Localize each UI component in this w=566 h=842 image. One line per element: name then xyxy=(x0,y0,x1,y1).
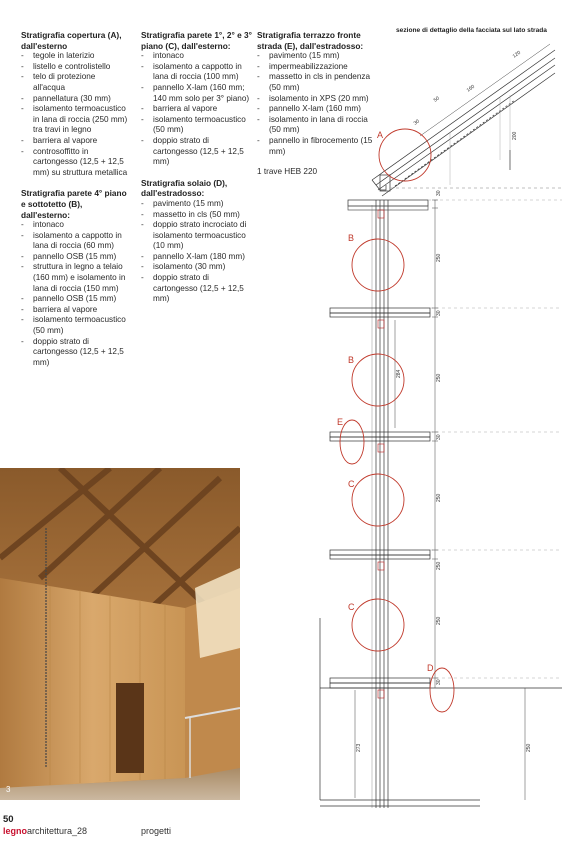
magazine-brand: legno xyxy=(3,826,27,836)
list-item: - pavimento (15 mm) xyxy=(257,51,375,62)
wall-1-3-floor-title: Stratigrafia parete 1°, 2° e 3° piano (C), dall'esterno: xyxy=(141,30,252,51)
dim-text: 250 xyxy=(436,373,442,382)
detail-circle-c1 xyxy=(352,474,404,526)
list-item: - pannello X-lam (180 mm) xyxy=(141,252,253,263)
detail-circle-e xyxy=(340,420,364,464)
list-item: - doppio strato di cartongesso (12,5 + 12,5 mm) xyxy=(21,337,129,369)
section-label-b: B xyxy=(348,355,355,365)
wall-1-3-floor-list xyxy=(141,51,253,168)
list-item: - pannellatura (30 mm) xyxy=(21,94,129,105)
list-item: - intonaco xyxy=(21,220,129,231)
wall-4th-floor-list xyxy=(21,220,129,368)
list-item: - massetto in cls (50 mm) xyxy=(141,210,253,221)
dim-text: 30 xyxy=(436,679,442,685)
dim-text: 250 xyxy=(436,561,442,570)
page-number: 50 xyxy=(3,814,14,825)
list-item: - isolamento a cappotto in lana di roccia (100 mm) xyxy=(141,62,253,83)
list-item: - struttura in legno a telaio (160 mm) e isolamento in lana di roccia (150 mm) xyxy=(21,262,129,294)
roof-stratigraphy-title: Stratigrafia copertura (A), dall'esterno xyxy=(21,30,122,51)
list-item: - isolamento termoacustico in lana di roccia (250 mm) tra travi in legno xyxy=(21,104,129,136)
wall-1-3-floor-block xyxy=(141,30,253,168)
list-item: - isolamento termoacustico (50 mm) xyxy=(21,315,129,336)
list-item: - telo di protezione all'acqua xyxy=(21,72,129,93)
drawing-title: sezione di dettaglio della facciata sul lato strada xyxy=(396,27,547,34)
list-item: - barriera al vapore xyxy=(21,305,129,316)
list-item: - barriera al vapore xyxy=(141,104,253,115)
list-item: - doppio strato di cartongesso (12,5 + 12,5 mm) xyxy=(141,273,253,305)
facade-section-drawing xyxy=(300,40,562,810)
list-item: - controsoffitto in cartongesso (12,5 + 12,5 mm) su struttura metallica xyxy=(21,147,129,179)
dim-text: 30 xyxy=(436,190,442,196)
list-item: - intonaco xyxy=(141,51,253,62)
terrace-stratigraphy-title: Stratigrafia terrazzo fronte strada (E), dall'estradosso: xyxy=(257,30,364,51)
magazine-footer xyxy=(3,826,87,836)
section-label-e: E xyxy=(337,417,344,427)
detail-circle-a xyxy=(379,129,431,181)
dim-text: 160 xyxy=(465,83,476,94)
section-label-d: D xyxy=(427,663,434,673)
floor-slab-block xyxy=(141,178,253,305)
section-label-a: A xyxy=(377,130,384,140)
list-item: - tegole in laterizio xyxy=(21,51,129,62)
dim-text: 250 xyxy=(436,253,442,262)
floor-slab-title: Stratigrafia solaio (D), dall'estradosso: xyxy=(141,177,228,199)
list-item: - isolamento termoacustico (50 mm) xyxy=(141,115,253,136)
list-item: - doppio strato di cartongesso (12,5 + 12,5 mm) xyxy=(141,136,253,168)
magazine-name: architettura_28 xyxy=(27,826,88,836)
roof-assembly xyxy=(372,50,562,196)
roof-stratigraphy-list xyxy=(21,51,129,178)
list-item: - pannello OSB (15 mm) xyxy=(21,252,129,263)
section-name: progetti xyxy=(141,826,172,836)
list-item: - massetto in cls in pendenza (50 mm) xyxy=(257,72,375,93)
wall-4th-floor-block xyxy=(21,188,129,368)
list-item: - doppio strato incrociato di isolamento termoacustico (10 mm) xyxy=(141,220,253,252)
floor-slab-list xyxy=(141,199,253,305)
beam-note: 1 trave HEB 220 xyxy=(257,167,318,177)
section-letters xyxy=(337,130,434,673)
dimension-texts xyxy=(356,50,532,752)
detail-circle-c2 xyxy=(352,599,404,651)
list-item: - pannello X-lam (160 mm; 140 mm solo per 3° piano) xyxy=(141,83,253,104)
roof-stratigraphy-block xyxy=(21,30,129,178)
photo-caption-number: 3 xyxy=(6,785,11,794)
doorway xyxy=(116,683,144,773)
list-item: - isolamento a cappotto in lana di roccia (60 mm) xyxy=(21,231,129,252)
detail-circle-b2 xyxy=(352,354,404,406)
section-label-b: B xyxy=(348,233,355,243)
dim-text: 50 xyxy=(432,95,441,104)
detail-circle-d xyxy=(430,668,454,712)
beam-markers xyxy=(378,210,384,698)
list-item: - isolamento in lana di roccia (50 mm) xyxy=(257,115,375,136)
section-label-c: C xyxy=(348,479,355,489)
list-item: - pannello OSB (15 mm) xyxy=(21,294,129,305)
section-label-c: C xyxy=(348,602,355,612)
list-item: - listello e controlistello xyxy=(21,62,129,73)
list-item: - isolamento in XPS (20 mm) xyxy=(257,94,375,105)
dim-text: 30 xyxy=(436,310,442,316)
list-item: - pannello in fibrocemento (15 mm) xyxy=(257,136,375,157)
list-item: - pavimento (15 mm) xyxy=(141,199,253,210)
dim-text: 30 xyxy=(436,434,442,440)
floor-slabs xyxy=(320,200,562,806)
list-item: - pannello X-lam (160 mm) xyxy=(257,104,375,115)
dim-text: 273 xyxy=(356,743,362,752)
dim-text: 120 xyxy=(511,49,522,60)
dim-text: 250 xyxy=(436,493,442,502)
level-lines xyxy=(428,200,562,678)
list-item: - barriera al vapore xyxy=(21,136,129,147)
dim-text: 200 xyxy=(512,131,518,140)
dim-text: 250 xyxy=(526,743,532,752)
attic-interior-photo xyxy=(0,468,240,800)
wall-4th-floor-title: Stratigrafia parete 4° piano e sottotetto (B), dall'esterno: xyxy=(21,188,127,220)
dim-text: 30 xyxy=(412,118,421,127)
dim-text: 284 xyxy=(396,369,402,378)
list-item: - isolamento (30 mm) xyxy=(141,262,253,273)
text-column-2 xyxy=(141,30,253,315)
text-column-1 xyxy=(21,30,129,378)
dim-text: 250 xyxy=(436,616,442,625)
detail-circle-b1 xyxy=(352,239,404,291)
list-item: - impermeabilizzazione xyxy=(257,62,375,73)
